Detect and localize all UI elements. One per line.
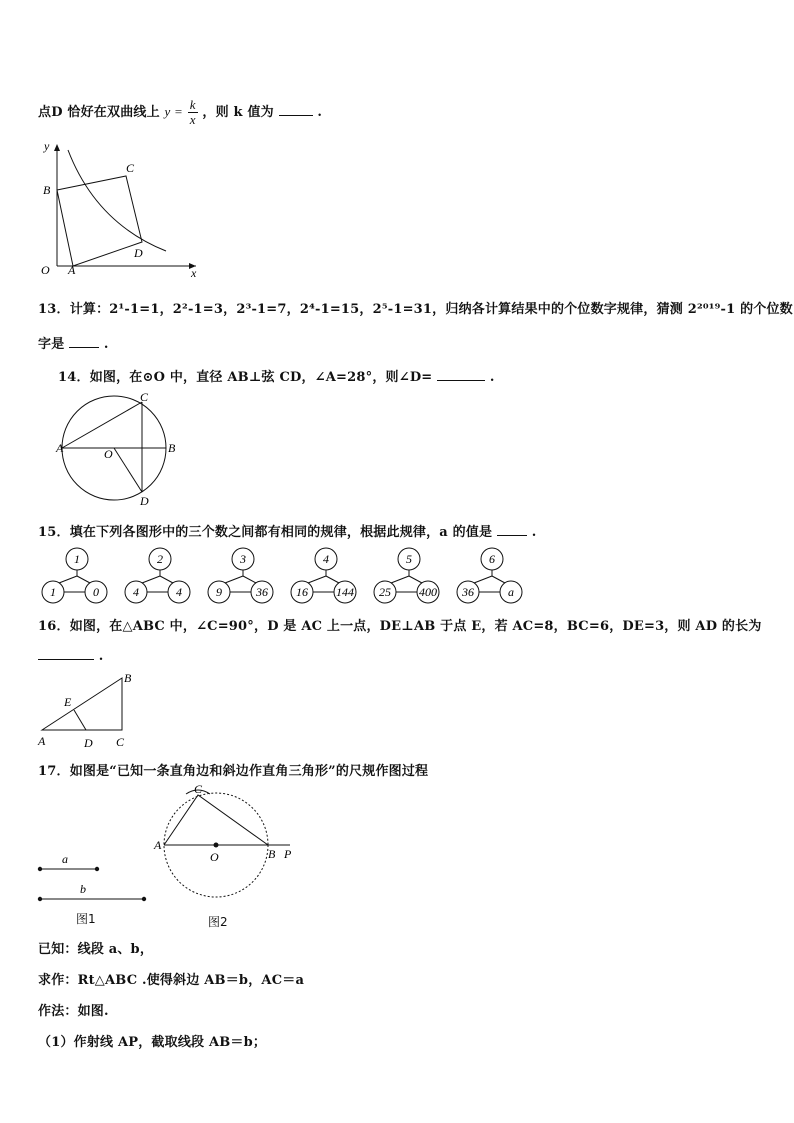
q15-text-line <box>38 521 536 540</box>
fig14-A-label: A <box>56 441 64 455</box>
number-value-right: 144 <box>336 585 354 599</box>
number-value-right: a <box>508 585 514 599</box>
q12-suffix: ，则 k 值为 <box>202 105 274 120</box>
answer-blank[interactable] <box>69 335 99 348</box>
number-value-right: 36 <box>256 585 268 599</box>
q12-text <box>38 98 322 127</box>
fig16-E-label: E <box>64 695 72 709</box>
number-value-right: 4 <box>176 585 182 599</box>
number-value-top: 4 <box>323 552 329 566</box>
q12-formula-lhs: y = <box>164 104 183 119</box>
q13-text: 13．计算：2¹-1=1，2²-1=3，2³-1=7，2⁴-1=15，2⁵-1=31，归纳各计算结果中的个位数字规律，猜测 2²⁰¹⁹-1 的个位数 <box>38 302 793 317</box>
number-value-top: 1 <box>74 552 80 566</box>
q17-title-line <box>38 760 428 779</box>
q15-end: . <box>531 525 537 540</box>
answer-blank[interactable] <box>38 647 94 660</box>
fig17-a-label: a <box>62 852 68 866</box>
q17-find: 求作：Rt△ABC .使得斜边 AB＝b，AC＝a <box>38 973 305 988</box>
number-triangle-5 <box>374 548 439 603</box>
q13-line2-text: 字是 <box>38 337 65 352</box>
number-value-left: 16 <box>296 585 308 599</box>
fig12-A-label: A <box>68 263 76 277</box>
figure-17-construction <box>32 778 302 930</box>
fig17-caption-2: 图2 <box>208 915 228 929</box>
fig14-O-label: O <box>104 447 113 461</box>
number-value-left: 9 <box>216 585 222 599</box>
answer-blank[interactable] <box>497 523 527 536</box>
q16-line1 <box>38 615 762 634</box>
answer-blank[interactable] <box>279 103 313 116</box>
number-triangle-2 <box>125 548 190 603</box>
q12-frac-num: k <box>189 97 196 112</box>
number-triangle-4 <box>291 548 356 603</box>
q14-text-line <box>58 366 495 385</box>
q12-prefix: 点D 恰好在双曲线上 <box>38 105 160 120</box>
fig16-C-label: C <box>116 735 125 749</box>
number-value-right: 400 <box>419 585 437 599</box>
q15-text: 15．填在下列各图形中的三个数之间都有相同的规律，根据此规律，a 的值是 <box>38 525 493 540</box>
fig17-caption-1: 图1 <box>76 912 96 926</box>
number-value-left: 25 <box>379 585 391 599</box>
fig17-O-label: O <box>210 850 219 864</box>
fig16-A-label: A <box>38 734 46 748</box>
fig12-y-label: y <box>44 139 50 153</box>
q13-end: . <box>103 337 109 352</box>
number-triangle-6 <box>457 548 522 603</box>
number-value-top: 6 <box>489 552 495 566</box>
number-triangle-3 <box>208 548 273 603</box>
q17-step1: （1）作射线 AP，截取线段 AB＝b； <box>38 1035 267 1050</box>
q17-known: 已知：线段 a、b， <box>38 942 154 957</box>
fig16-B-label: B <box>124 671 132 685</box>
q12-fraction <box>188 98 198 127</box>
number-value-left: 4 <box>133 585 139 599</box>
answer-blank[interactable] <box>437 368 485 381</box>
fig12-O-label: O <box>41 263 50 277</box>
q12-end: . <box>317 105 323 120</box>
fig14-C-label: C <box>140 390 149 404</box>
q12-frac-den: x <box>189 112 196 127</box>
figure-12-hyperbola-square <box>36 138 206 280</box>
figure-14-circle <box>54 388 184 510</box>
number-value-top: 5 <box>406 552 412 566</box>
q16-line2 <box>38 647 103 664</box>
fig17-A-label: A <box>154 838 162 852</box>
fig12-C-label: C <box>126 161 135 175</box>
q13-line2 <box>38 333 109 352</box>
fig12-x-label: x <box>191 266 197 280</box>
q13-line1 <box>38 298 793 317</box>
fig12-B-label: B <box>43 183 51 197</box>
figure-15-number-triangles <box>36 546 526 606</box>
fig17-C-label: C <box>194 782 203 796</box>
q16-text: 16．如图，在△ABC 中，∠C=90°，D 是 AC 上一点，DE⊥AB 于点 E，若 AC=8，BC=6，DE=3，则 AD 的长为 <box>38 619 762 634</box>
number-value-right: 0 <box>93 585 99 599</box>
number-triangle-1 <box>42 548 107 603</box>
fig17-b-label: b <box>80 882 86 896</box>
figure-16-right-triangle <box>34 668 144 750</box>
q17-title: 17．如图是“已知一条直角边和斜边作直角三角形”的尺规作图过程 <box>38 764 429 779</box>
number-value-top: 3 <box>240 552 246 566</box>
number-value-top: 2 <box>157 552 163 566</box>
number-value-left: 1 <box>50 585 56 599</box>
q17-method: 作法：如图. <box>38 1004 109 1019</box>
q14-end: . <box>489 370 495 385</box>
fig17-P-label: P <box>284 847 292 861</box>
number-value-left: 36 <box>462 585 474 599</box>
fig14-D-label: D <box>140 494 149 508</box>
fig12-D-label: D <box>134 246 143 260</box>
fig14-B-label: B <box>168 441 176 455</box>
fig17-B-label: B <box>268 847 276 861</box>
q16-end: . <box>98 649 104 664</box>
q14-text: 14．如图，在⊙O 中，直径 AB⊥弦 CD，∠A=28°，则∠D= <box>58 370 433 385</box>
fig16-D-label: D <box>84 736 93 750</box>
